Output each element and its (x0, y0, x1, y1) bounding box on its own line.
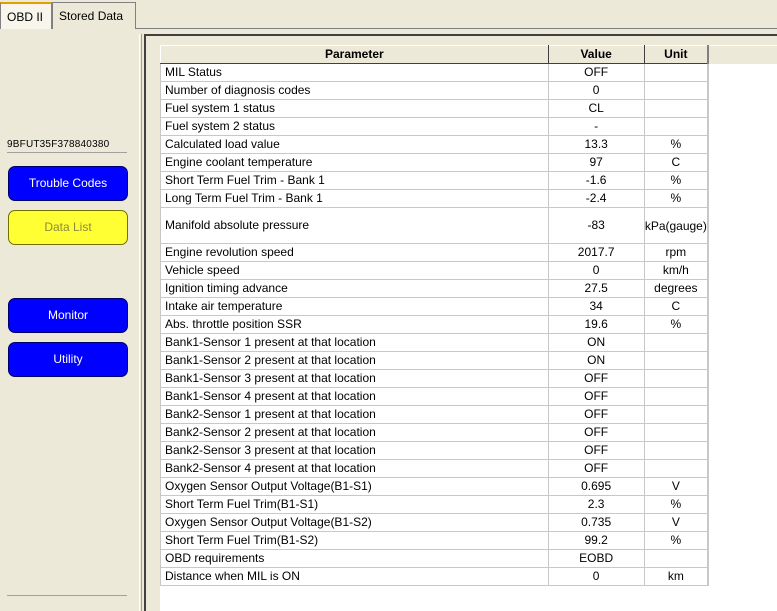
cell-filler (708, 82, 777, 100)
cell-unit: % (644, 532, 708, 550)
cell-value: ON (548, 352, 644, 370)
cell-filler (708, 550, 777, 568)
cell-filler (708, 442, 777, 460)
cell-unit (644, 100, 708, 118)
table-row[interactable] (161, 262, 777, 280)
cell-value: OFF (548, 370, 644, 388)
data-grid[interactable] (160, 45, 777, 611)
cell-parameter: Short Term Fuel Trim(B1-S2) (161, 532, 549, 550)
cell-filler (708, 370, 777, 388)
cell-parameter: OBD requirements (161, 550, 549, 568)
cell-unit: % (644, 172, 708, 190)
table-row[interactable] (161, 496, 777, 514)
table-row[interactable] (161, 208, 777, 244)
cell-unit: km (644, 568, 708, 586)
cell-value: 0.695 (548, 478, 644, 496)
cell-unit: % (644, 496, 708, 514)
cell-filler (708, 568, 777, 586)
sidebar (0, 34, 140, 611)
table-row[interactable] (161, 532, 777, 550)
cell-parameter: Engine revolution speed (161, 244, 549, 262)
cell-value: 97 (548, 154, 644, 172)
cell-value: 99.2 (548, 532, 644, 550)
cell-parameter: MIL Status (161, 64, 549, 82)
cell-unit (644, 118, 708, 136)
cell-filler (708, 532, 777, 550)
cell-parameter: Manifold absolute pressure (161, 208, 549, 244)
cell-unit (644, 388, 708, 406)
table-row[interactable] (161, 388, 777, 406)
tab-stored-data[interactable]: Stored Data (52, 2, 136, 29)
cell-value: - (548, 118, 644, 136)
cell-filler (708, 496, 777, 514)
cell-filler (708, 316, 777, 334)
table-row[interactable] (161, 100, 777, 118)
cell-value: CL (548, 100, 644, 118)
cell-value: OFF (548, 424, 644, 442)
table-row[interactable] (161, 154, 777, 172)
table-row[interactable] (161, 478, 777, 496)
tab-bar (0, 0, 777, 32)
cell-value: 2.3 (548, 496, 644, 514)
cell-parameter: Short Term Fuel Trim(B1-S1) (161, 496, 549, 514)
column-header-value[interactable]: Value (548, 46, 644, 64)
data-table (160, 45, 777, 586)
cell-parameter: Distance when MIL is ON (161, 568, 549, 586)
cell-unit: V (644, 514, 708, 532)
cell-parameter: Long Term Fuel Trim - Bank 1 (161, 190, 549, 208)
cell-unit (644, 550, 708, 568)
table-row[interactable] (161, 172, 777, 190)
cell-filler (708, 334, 777, 352)
table-row[interactable] (161, 442, 777, 460)
cell-parameter: Short Term Fuel Trim - Bank 1 (161, 172, 549, 190)
cell-filler (708, 388, 777, 406)
cell-unit: % (644, 136, 708, 154)
cell-value: 0.735 (548, 514, 644, 532)
cell-value: -83 (548, 208, 644, 244)
column-header-parameter[interactable]: Parameter (161, 46, 549, 64)
table-row[interactable] (161, 244, 777, 262)
cell-unit (644, 406, 708, 424)
cell-value: 0 (548, 82, 644, 100)
cell-value: OFF (548, 460, 644, 478)
cell-parameter: Ignition timing advance (161, 280, 549, 298)
cell-parameter: Calculated load value (161, 136, 549, 154)
cell-value: -2.4 (548, 190, 644, 208)
cell-parameter: Vehicle speed (161, 262, 549, 280)
table-row[interactable] (161, 316, 777, 334)
table-row[interactable] (161, 550, 777, 568)
cell-filler (708, 100, 777, 118)
table-row[interactable] (161, 370, 777, 388)
cell-unit (644, 370, 708, 388)
cell-parameter: Fuel system 1 status (161, 100, 549, 118)
cell-unit (644, 352, 708, 370)
cell-unit: % (644, 190, 708, 208)
cell-parameter: Bank1-Sensor 1 present at that location (161, 334, 549, 352)
cell-filler (708, 64, 777, 82)
table-row[interactable] (161, 136, 777, 154)
header-row (161, 46, 777, 64)
cell-filler (708, 460, 777, 478)
utility-button[interactable]: Utility (8, 342, 128, 377)
cell-unit: % (644, 316, 708, 334)
divider (7, 152, 127, 153)
cell-filler (708, 154, 777, 172)
cell-filler (708, 406, 777, 424)
cell-unit: V (644, 478, 708, 496)
tab-divider (136, 28, 777, 29)
cell-value: OFF (548, 388, 644, 406)
cell-unit (644, 442, 708, 460)
cell-parameter: Bank2-Sensor 1 present at that location (161, 406, 549, 424)
cell-value: EOBD (548, 550, 644, 568)
table-row[interactable] (161, 82, 777, 100)
cell-value: -1.6 (548, 172, 644, 190)
cell-unit (644, 460, 708, 478)
cell-filler (708, 298, 777, 316)
cell-parameter: Bank1-Sensor 4 present at that location (161, 388, 549, 406)
cell-parameter: Bank1-Sensor 2 present at that location (161, 352, 549, 370)
cell-value: 13.3 (548, 136, 644, 154)
cell-value: 34 (548, 298, 644, 316)
cell-parameter: Oxygen Sensor Output Voltage(B1-S2) (161, 514, 549, 532)
cell-parameter: Bank2-Sensor 4 present at that location (161, 460, 549, 478)
table-body (161, 64, 777, 586)
cell-filler (708, 352, 777, 370)
column-header-unit[interactable]: Unit (644, 46, 708, 64)
cell-filler (708, 190, 777, 208)
cell-filler (708, 424, 777, 442)
cell-value: 0 (548, 568, 644, 586)
cell-unit: C (644, 298, 708, 316)
cell-value: 2017.7 (548, 244, 644, 262)
cell-unit: rpm (644, 244, 708, 262)
table-row[interactable] (161, 64, 777, 82)
cell-value: OFF (548, 442, 644, 460)
table-row[interactable] (161, 406, 777, 424)
cell-value: 0 (548, 262, 644, 280)
cell-parameter: Abs. throttle position SSR (161, 316, 549, 334)
cell-filler (708, 118, 777, 136)
cell-unit: kPa(gauge) (644, 208, 708, 244)
splitter[interactable] (139, 34, 142, 611)
table-row[interactable] (161, 334, 777, 352)
column-header-filler (708, 46, 777, 64)
cell-filler (708, 262, 777, 280)
cell-value: ON (548, 334, 644, 352)
cell-filler (708, 280, 777, 298)
cell-unit: C (644, 154, 708, 172)
cell-value: OFF (548, 406, 644, 424)
cell-parameter: Engine coolant temperature (161, 154, 549, 172)
divider (7, 595, 127, 596)
cell-parameter: Bank2-Sensor 2 present at that location (161, 424, 549, 442)
cell-filler (708, 244, 777, 262)
cell-unit: km/h (644, 262, 708, 280)
cell-value: 19.6 (548, 316, 644, 334)
cell-unit: degrees (644, 280, 708, 298)
cell-value: 27.5 (548, 280, 644, 298)
cell-filler (708, 136, 777, 154)
cell-value: OFF (548, 64, 644, 82)
table-row[interactable] (161, 118, 777, 136)
vin-label: 9BFUT35F378840380 (7, 139, 110, 150)
cell-parameter: Intake air temperature (161, 298, 549, 316)
cell-unit (644, 334, 708, 352)
cell-parameter: Bank1-Sensor 3 present at that location (161, 370, 549, 388)
cell-unit (644, 64, 708, 82)
table-row[interactable] (161, 298, 777, 316)
cell-filler (708, 208, 777, 244)
cell-filler (708, 514, 777, 532)
cell-parameter: Bank2-Sensor 3 present at that location (161, 442, 549, 460)
table-row[interactable] (161, 514, 777, 532)
table-row[interactable] (161, 280, 777, 298)
table-row[interactable] (161, 352, 777, 370)
cell-filler (708, 172, 777, 190)
cell-parameter: Fuel system 2 status (161, 118, 549, 136)
cell-parameter: Number of diagnosis codes (161, 82, 549, 100)
tab-obd-ii[interactable]: OBD II (0, 2, 52, 29)
table-row[interactable] (161, 460, 777, 478)
trouble-codes-button[interactable]: Trouble Codes (8, 166, 128, 201)
cell-unit (644, 82, 708, 100)
table-row[interactable] (161, 190, 777, 208)
table-row[interactable] (161, 424, 777, 442)
cell-parameter: Oxygen Sensor Output Voltage(B1-S1) (161, 478, 549, 496)
cell-filler (708, 478, 777, 496)
cell-unit (644, 424, 708, 442)
table-row[interactable] (161, 568, 777, 586)
data-list-button[interactable]: Data List (8, 210, 128, 245)
monitor-button[interactable]: Monitor (8, 298, 128, 333)
